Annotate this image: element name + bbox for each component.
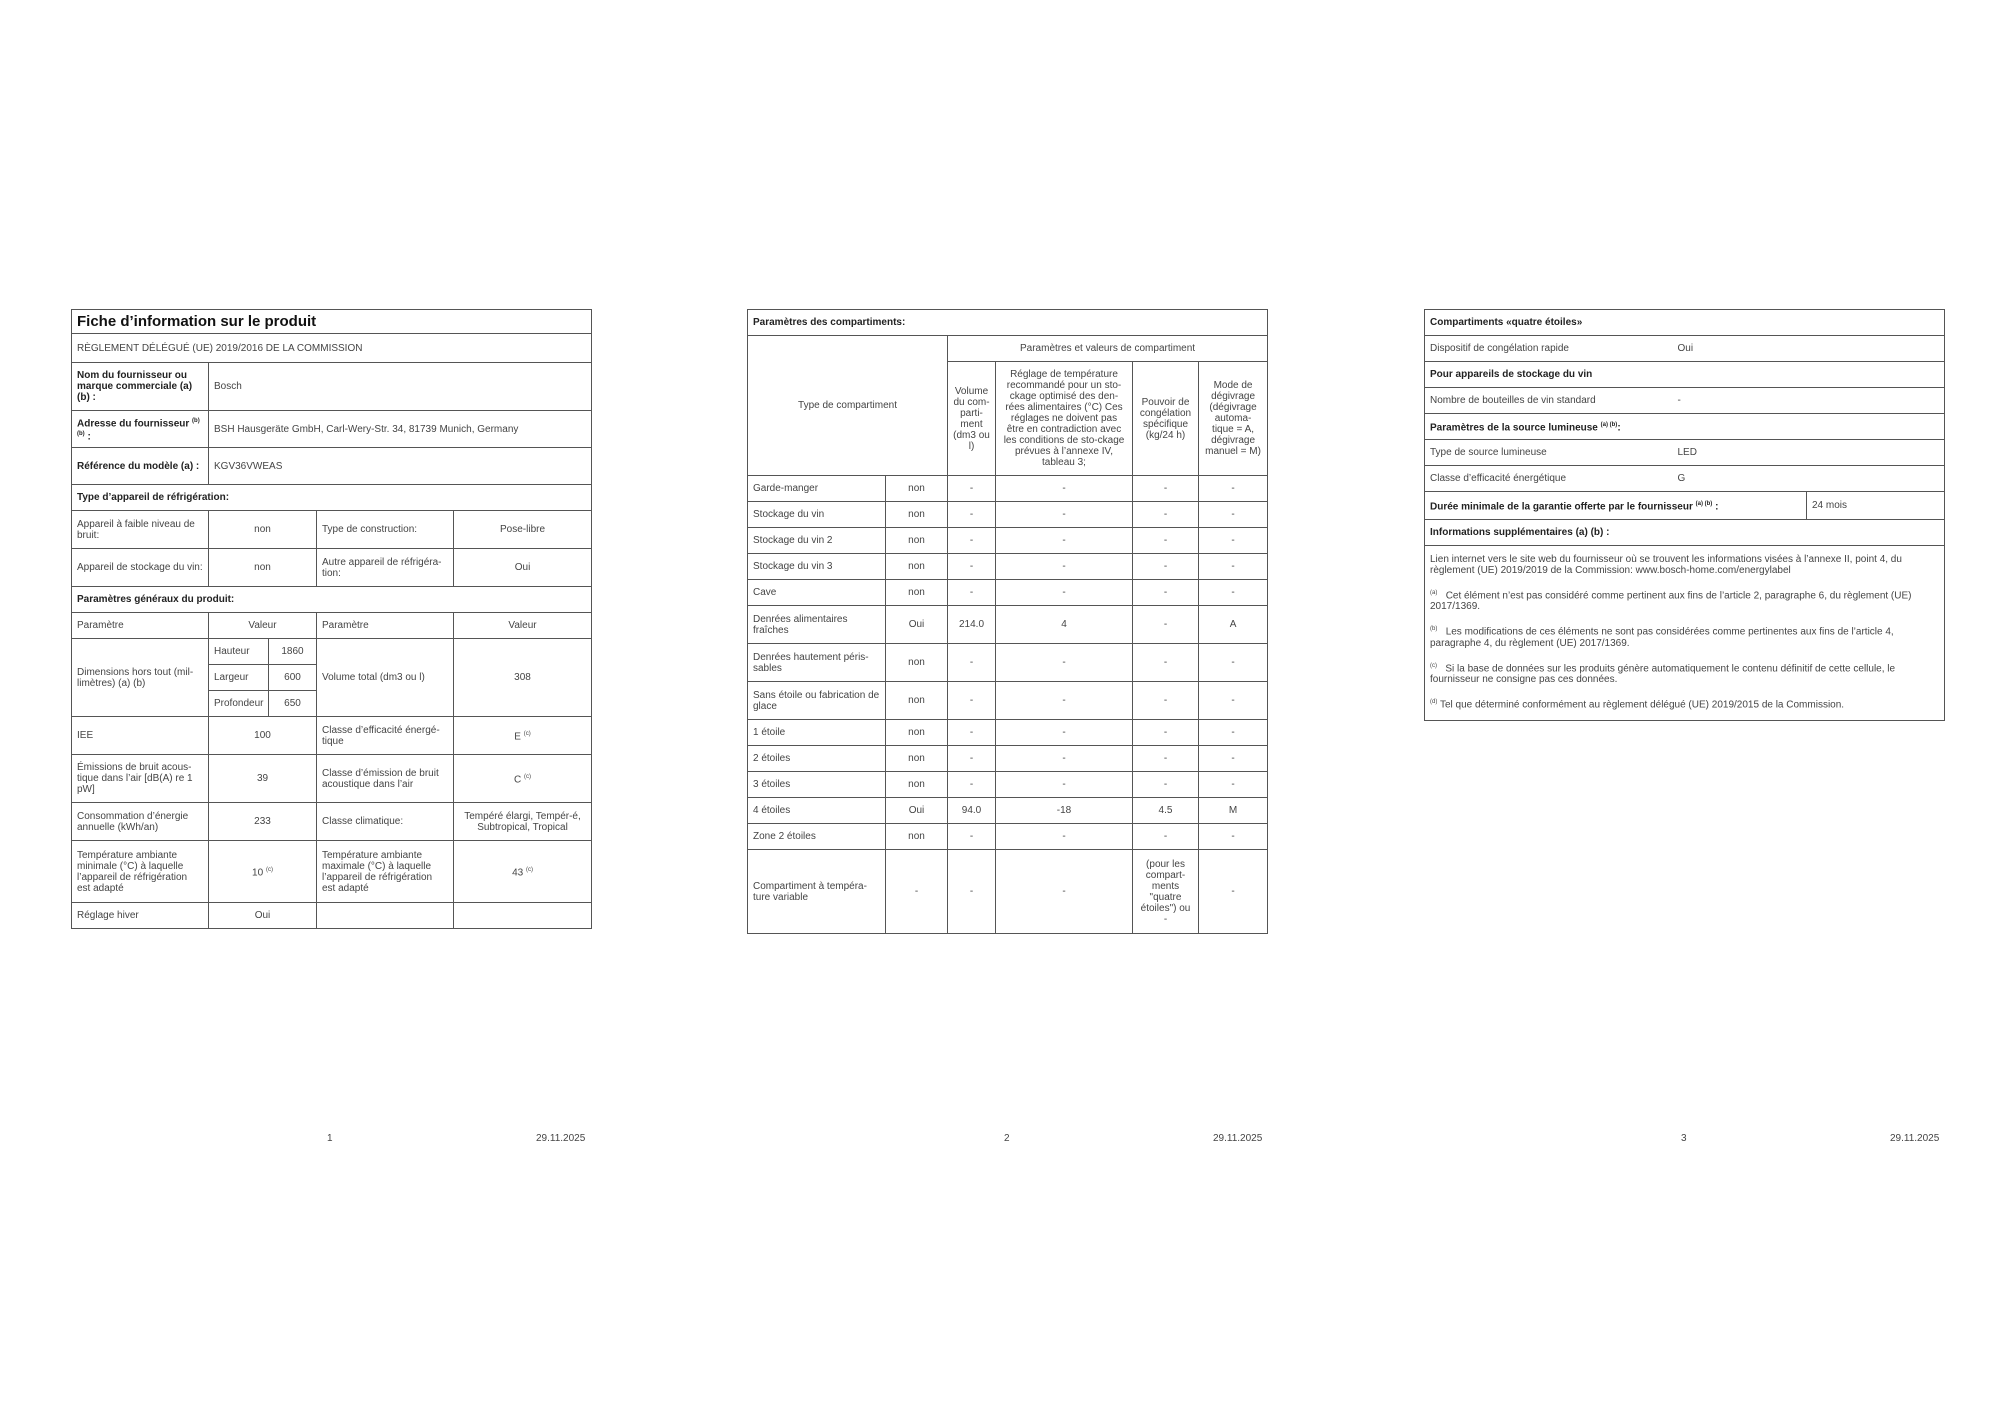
compartment-temp: - xyxy=(996,720,1133,746)
compartment-freeze: - xyxy=(1133,824,1199,850)
noise-label: Émissions de bruit acous-tique dans l’air [dB(A) re 1 pW] xyxy=(72,755,209,803)
table-row xyxy=(748,528,1268,554)
noise-value: 39 xyxy=(209,755,317,803)
compartment-temp: - xyxy=(996,682,1133,720)
compartment-volume: - xyxy=(948,772,996,798)
compartment-present: non xyxy=(886,720,948,746)
energy-class-value: E $^{(c)}$ xyxy=(514,730,531,743)
compartment-name: 1 étoile xyxy=(748,720,886,746)
page-3-date: 29.11.2025 xyxy=(1890,1133,1940,1144)
info-notes xyxy=(1425,546,1945,721)
page-2 xyxy=(747,309,1267,934)
min-temp-label: Température ambiante minimale (°C) à laquelle l’appareil de réfrigération est adapté xyxy=(72,841,209,903)
info-link-text: Lien internet vers le site web du fournisseur où se trouvent les informations visées à l’annexe II, point 4, du règlement (UE) 2019/2019 de la Commission: www.bosch-home.com/energylabel xyxy=(1430,554,1902,576)
compartment-volume: 214.0 xyxy=(948,606,996,644)
compartment-volume: - xyxy=(948,682,996,720)
compartment-volume: - xyxy=(948,746,996,772)
compartment-temp: - xyxy=(996,850,1133,934)
address-label: Adresse du fournisseur $^{(b) (b)}$ : xyxy=(72,411,209,448)
table-row xyxy=(748,720,1268,746)
bottles-label: Nombre de bouteilles de vin standard xyxy=(1430,395,1596,406)
compartment-volume: - xyxy=(948,554,996,580)
low-noise-label: Appareil à faible niveau de bruit: xyxy=(72,511,209,549)
light-heading: Paramètres de la source lumineuse $^{(a) (b)}$: xyxy=(1430,421,1621,434)
compartment-defrost: - xyxy=(1231,831,1235,842)
compartment-present: non xyxy=(886,554,948,580)
other-appliance-label: Autre appareil de réfrigéra-tion: xyxy=(317,549,454,587)
compartment-volume: - xyxy=(948,502,996,528)
compartment-present: non xyxy=(886,772,948,798)
light-type-label: Type de source lumineuse xyxy=(1430,447,1547,458)
compartment-freeze: (pour les compart-ments "quatre étoiles") ou - xyxy=(1133,850,1199,934)
compartment-volume: - xyxy=(948,528,996,554)
compartment-temp: - xyxy=(996,476,1133,502)
col-param-header: Paramètre xyxy=(72,613,209,639)
compartment-volume: - xyxy=(948,476,996,502)
table-row xyxy=(748,580,1268,606)
model-label: Référence du modèle (a) : xyxy=(72,448,209,485)
climate-value: Tempéré élargi, Tempér-é, Subtropical, Tropical xyxy=(464,810,581,833)
table-row xyxy=(748,824,1268,850)
type-heading: Type d’appareil de réfrigération: xyxy=(77,492,230,503)
compartment-defrost: - xyxy=(1231,886,1235,897)
compartment-temp: - xyxy=(996,528,1133,554)
compartment-freeze: 4.5 xyxy=(1133,798,1199,824)
width-label: Largeur xyxy=(209,665,269,691)
col-temp-header: Réglage de température recommandé pour un sto-ckage optimisé des den-rées alimentaires (°C) Ces réglages ne doivent pas être en contradiction avec les conditions de sto-ckage prévues à l’annexe IV, tableau 3; xyxy=(996,362,1133,476)
width-value: 600 xyxy=(269,665,317,691)
fast-freeze-label: Dispositif de congélation rapide xyxy=(1430,343,1569,354)
empty-cell xyxy=(317,903,454,929)
table-row xyxy=(748,644,1268,682)
page-3 xyxy=(1424,309,1944,721)
note-c: $^{(c)}$ Si la base de données sur les produits génère automatiquement le contenu définitif de cette cellule, le fournisseur ne consigne pas ces données. xyxy=(1430,662,1896,685)
table-row xyxy=(748,746,1268,772)
other-appliance-value: Oui xyxy=(514,562,531,573)
product-info-table xyxy=(71,309,592,929)
compartment-present: - xyxy=(886,850,948,934)
fast-freeze-value: Oui xyxy=(1677,343,1694,354)
volume-value: 308 xyxy=(514,672,531,683)
light-type-value: LED xyxy=(1677,447,1697,458)
compartment-name: Compartiment à tempéra-ture variable xyxy=(748,850,886,934)
compartment-defrost: - xyxy=(1231,587,1235,598)
noise-class-value: C $^{(c)}$ xyxy=(514,773,532,786)
compartment-freeze: - xyxy=(1133,772,1199,798)
table-row xyxy=(748,772,1268,798)
additional-info-table xyxy=(1424,309,1945,721)
height-value: 1860 xyxy=(269,639,317,665)
compartment-freeze: - xyxy=(1133,502,1199,528)
compartment-defrost: - xyxy=(1231,727,1235,738)
wine-heading: Pour appareils de stockage du vin xyxy=(1430,369,1593,380)
energy-class-label: Classe d’efficacité énergé-tique xyxy=(317,717,454,755)
compartment-defrost: - xyxy=(1231,483,1235,494)
compartment-freeze: - xyxy=(1133,528,1199,554)
page-1 xyxy=(71,309,591,929)
compartment-volume: - xyxy=(948,850,996,934)
compartment-temp: - xyxy=(996,644,1133,682)
col-type-header: Type de compartiment xyxy=(748,336,948,476)
compartment-temp: 4 xyxy=(996,606,1133,644)
consumption-value: 233 xyxy=(209,803,317,841)
col-value-header: Valeur xyxy=(209,613,317,639)
col-defrost-header: Mode de dégivrage (dégivrage automa-tique = A, dégivrage manuel = M) xyxy=(1205,380,1261,457)
depth-value: 650 xyxy=(269,691,317,717)
max-temp-label: Température ambiante maximale (°C) à laquelle l’appareil de réfrigération est adapté xyxy=(317,841,454,903)
general-heading: Paramètres généraux du produit: xyxy=(77,594,235,605)
compartment-present: non xyxy=(886,746,948,772)
four-star-heading: Compartiments «quatre étoiles» xyxy=(1430,317,1583,328)
col-volume-header: Volume du com-parti-ment (dm3 ou l) xyxy=(948,362,996,476)
compartment-name: Cave xyxy=(748,580,886,606)
wine-appliance-label: Appareil de stockage du vin: xyxy=(72,549,209,587)
compartment-defrost: - xyxy=(1231,535,1235,546)
compartment-temp: - xyxy=(996,580,1133,606)
max-temp-value: 43 $^{(c)}$ xyxy=(512,866,533,879)
model-value: KGV36VWEAS xyxy=(214,460,283,472)
compartment-name: Zone 2 étoiles xyxy=(748,824,886,850)
compartment-temp: - xyxy=(996,824,1133,850)
compartment-name: 4 étoiles xyxy=(748,798,886,824)
compartment-defrost: A xyxy=(1229,619,1237,630)
compartment-present: non xyxy=(886,528,948,554)
bottles-value: - xyxy=(1677,395,1681,406)
light-class-value: G xyxy=(1677,473,1686,484)
table-row xyxy=(748,476,1268,502)
table-row xyxy=(748,682,1268,720)
info-heading: Informations supplémentaires (a) (b) : xyxy=(1430,527,1610,538)
compartment-defrost: - xyxy=(1231,753,1235,764)
page-2-number: 2 xyxy=(1004,1133,1010,1144)
compartment-freeze: - xyxy=(1133,746,1199,772)
construction-value: Pose-libre xyxy=(500,524,546,535)
table-row xyxy=(748,502,1268,528)
page-1-number: 1 xyxy=(327,1133,333,1144)
page-title: Fiche d’information sur le produit xyxy=(77,313,317,330)
col-param-header-2: Paramètre xyxy=(317,613,454,639)
compartment-freeze: - xyxy=(1133,720,1199,746)
regulation-text: RÈGLEMENT DÉLÉGUÉ (UE) 2019/2016 DE LA COMMISSION xyxy=(77,342,363,354)
height-label: Hauteur xyxy=(209,639,269,665)
low-noise-value: non xyxy=(209,511,317,549)
compartment-freeze: - xyxy=(1133,580,1199,606)
col-value-header-2: Valeur xyxy=(508,620,537,631)
warranty-value: 24 mois xyxy=(1812,500,1848,511)
compartment-freeze: - xyxy=(1133,606,1199,644)
table-row xyxy=(748,606,1268,644)
compartment-present: non xyxy=(886,644,948,682)
compartment-temp: - xyxy=(996,772,1133,798)
page-1-date: 29.11.2025 xyxy=(536,1133,586,1144)
compartment-freeze: - xyxy=(1133,476,1199,502)
wine-appliance-value: non xyxy=(209,549,317,587)
iee-label: IEE xyxy=(72,717,209,755)
supplier-value: Bosch xyxy=(214,381,242,392)
supplier-label: Nom du fournisseur ou marque commerciale (a) (b) : xyxy=(72,363,209,411)
climate-label: Classe climatique: xyxy=(317,803,454,841)
group-header: Paramètres et valeurs de compartiment xyxy=(1020,343,1196,354)
compartment-defrost: - xyxy=(1231,695,1235,706)
winter-value: Oui xyxy=(209,903,317,929)
note-b: $^{(b)}$ Les modifications de ces éléments ne sont pas considérées comme pertinentes aux fins de l’article 4, paragraphe 4, du règlement (UE) 2017/1369. xyxy=(1430,626,1894,649)
compartment-defrost: - xyxy=(1231,561,1235,572)
compartment-rows xyxy=(748,476,1268,934)
compartment-name: 2 étoiles xyxy=(748,746,886,772)
compartment-volume: - xyxy=(948,644,996,682)
compartment-volume: - xyxy=(948,720,996,746)
compartment-name: Stockage du vin xyxy=(748,502,886,528)
compartment-volume: - xyxy=(948,580,996,606)
compartment-defrost: M xyxy=(1228,805,1238,816)
compartment-name: Sans étoile ou fabrication de glace xyxy=(748,682,886,720)
compartment-present: non xyxy=(886,580,948,606)
compartment-name: Stockage du vin 2 xyxy=(748,528,886,554)
consumption-label: Consommation d’énergie annuelle (kWh/an) xyxy=(72,803,209,841)
compartment-present: Oui xyxy=(886,798,948,824)
depth-label: Profondeur xyxy=(209,691,269,717)
compartments-heading: Paramètres des compartiments: xyxy=(753,317,906,328)
light-class-label: Classe d’efficacité énergétique xyxy=(1430,473,1567,484)
compartment-table xyxy=(747,309,1268,934)
construction-label: Type de construction: xyxy=(317,511,454,549)
compartment-name: Denrées alimentaires fraîches xyxy=(748,606,886,644)
compartment-freeze: - xyxy=(1133,682,1199,720)
compartment-present: non xyxy=(886,502,948,528)
col-freeze-header: Pouvoir de congélation spécifique (kg/24 h) xyxy=(1133,362,1199,476)
compartment-name: Denrées hautement péris-sables xyxy=(748,644,886,682)
volume-label: Volume total (dm3 ou l) xyxy=(317,639,454,717)
compartment-temp: -18 xyxy=(996,798,1133,824)
compartment-name: Stockage du vin 3 xyxy=(748,554,886,580)
warranty-label: Durée minimale de la garantie offerte par le fournisseur $^{(a) (b)}$ : xyxy=(1425,492,1807,520)
table-row xyxy=(748,554,1268,580)
compartment-temp: - xyxy=(996,746,1133,772)
note-d: $^{(d)}$ Tel que déterminé conformément au règlement délégué (UE) 2019/2015 de la Commission. xyxy=(1430,698,1845,711)
page-3-number: 3 xyxy=(1681,1133,1687,1144)
compartment-temp: - xyxy=(996,554,1133,580)
compartment-present: Oui xyxy=(886,606,948,644)
table-row xyxy=(748,798,1268,824)
compartment-temp: - xyxy=(996,502,1133,528)
compartment-freeze: - xyxy=(1133,644,1199,682)
compartment-present: non xyxy=(886,476,948,502)
compartment-freeze: - xyxy=(1133,554,1199,580)
compartment-name: Garde-manger xyxy=(748,476,886,502)
compartment-defrost: - xyxy=(1231,657,1235,668)
iee-value: 100 xyxy=(209,717,317,755)
compartment-present: non xyxy=(886,824,948,850)
page-2-date: 29.11.2025 xyxy=(1213,1133,1263,1144)
address-value: BSH Hausgeräte GmbH, Carl-Wery-Str. 34, 81739 Munich, Germany xyxy=(214,423,519,435)
compartment-defrost: - xyxy=(1231,509,1235,520)
compartment-name: 3 étoiles xyxy=(748,772,886,798)
compartment-volume: - xyxy=(948,824,996,850)
min-temp-value: 10 $^{(c)}$ xyxy=(209,841,317,903)
empty-cell xyxy=(454,903,592,929)
note-a: $^{(a)}$ Cet élément n’est pas considéré comme pertinent aux fins de l’article 2, paragraphe 6, du règlement (UE) 2017/1369. xyxy=(1430,590,1912,613)
compartment-present: non xyxy=(886,682,948,720)
dimensions-label: Dimensions hors tout (mil-limètres) (a) (b) xyxy=(72,639,209,717)
table-row xyxy=(748,850,1268,934)
compartment-volume: 94.0 xyxy=(948,798,996,824)
compartment-defrost: - xyxy=(1231,779,1235,790)
noise-class-label: Classe d’émission de bruit acoustique dans l’air xyxy=(317,755,454,803)
winter-label: Réglage hiver xyxy=(72,903,209,929)
